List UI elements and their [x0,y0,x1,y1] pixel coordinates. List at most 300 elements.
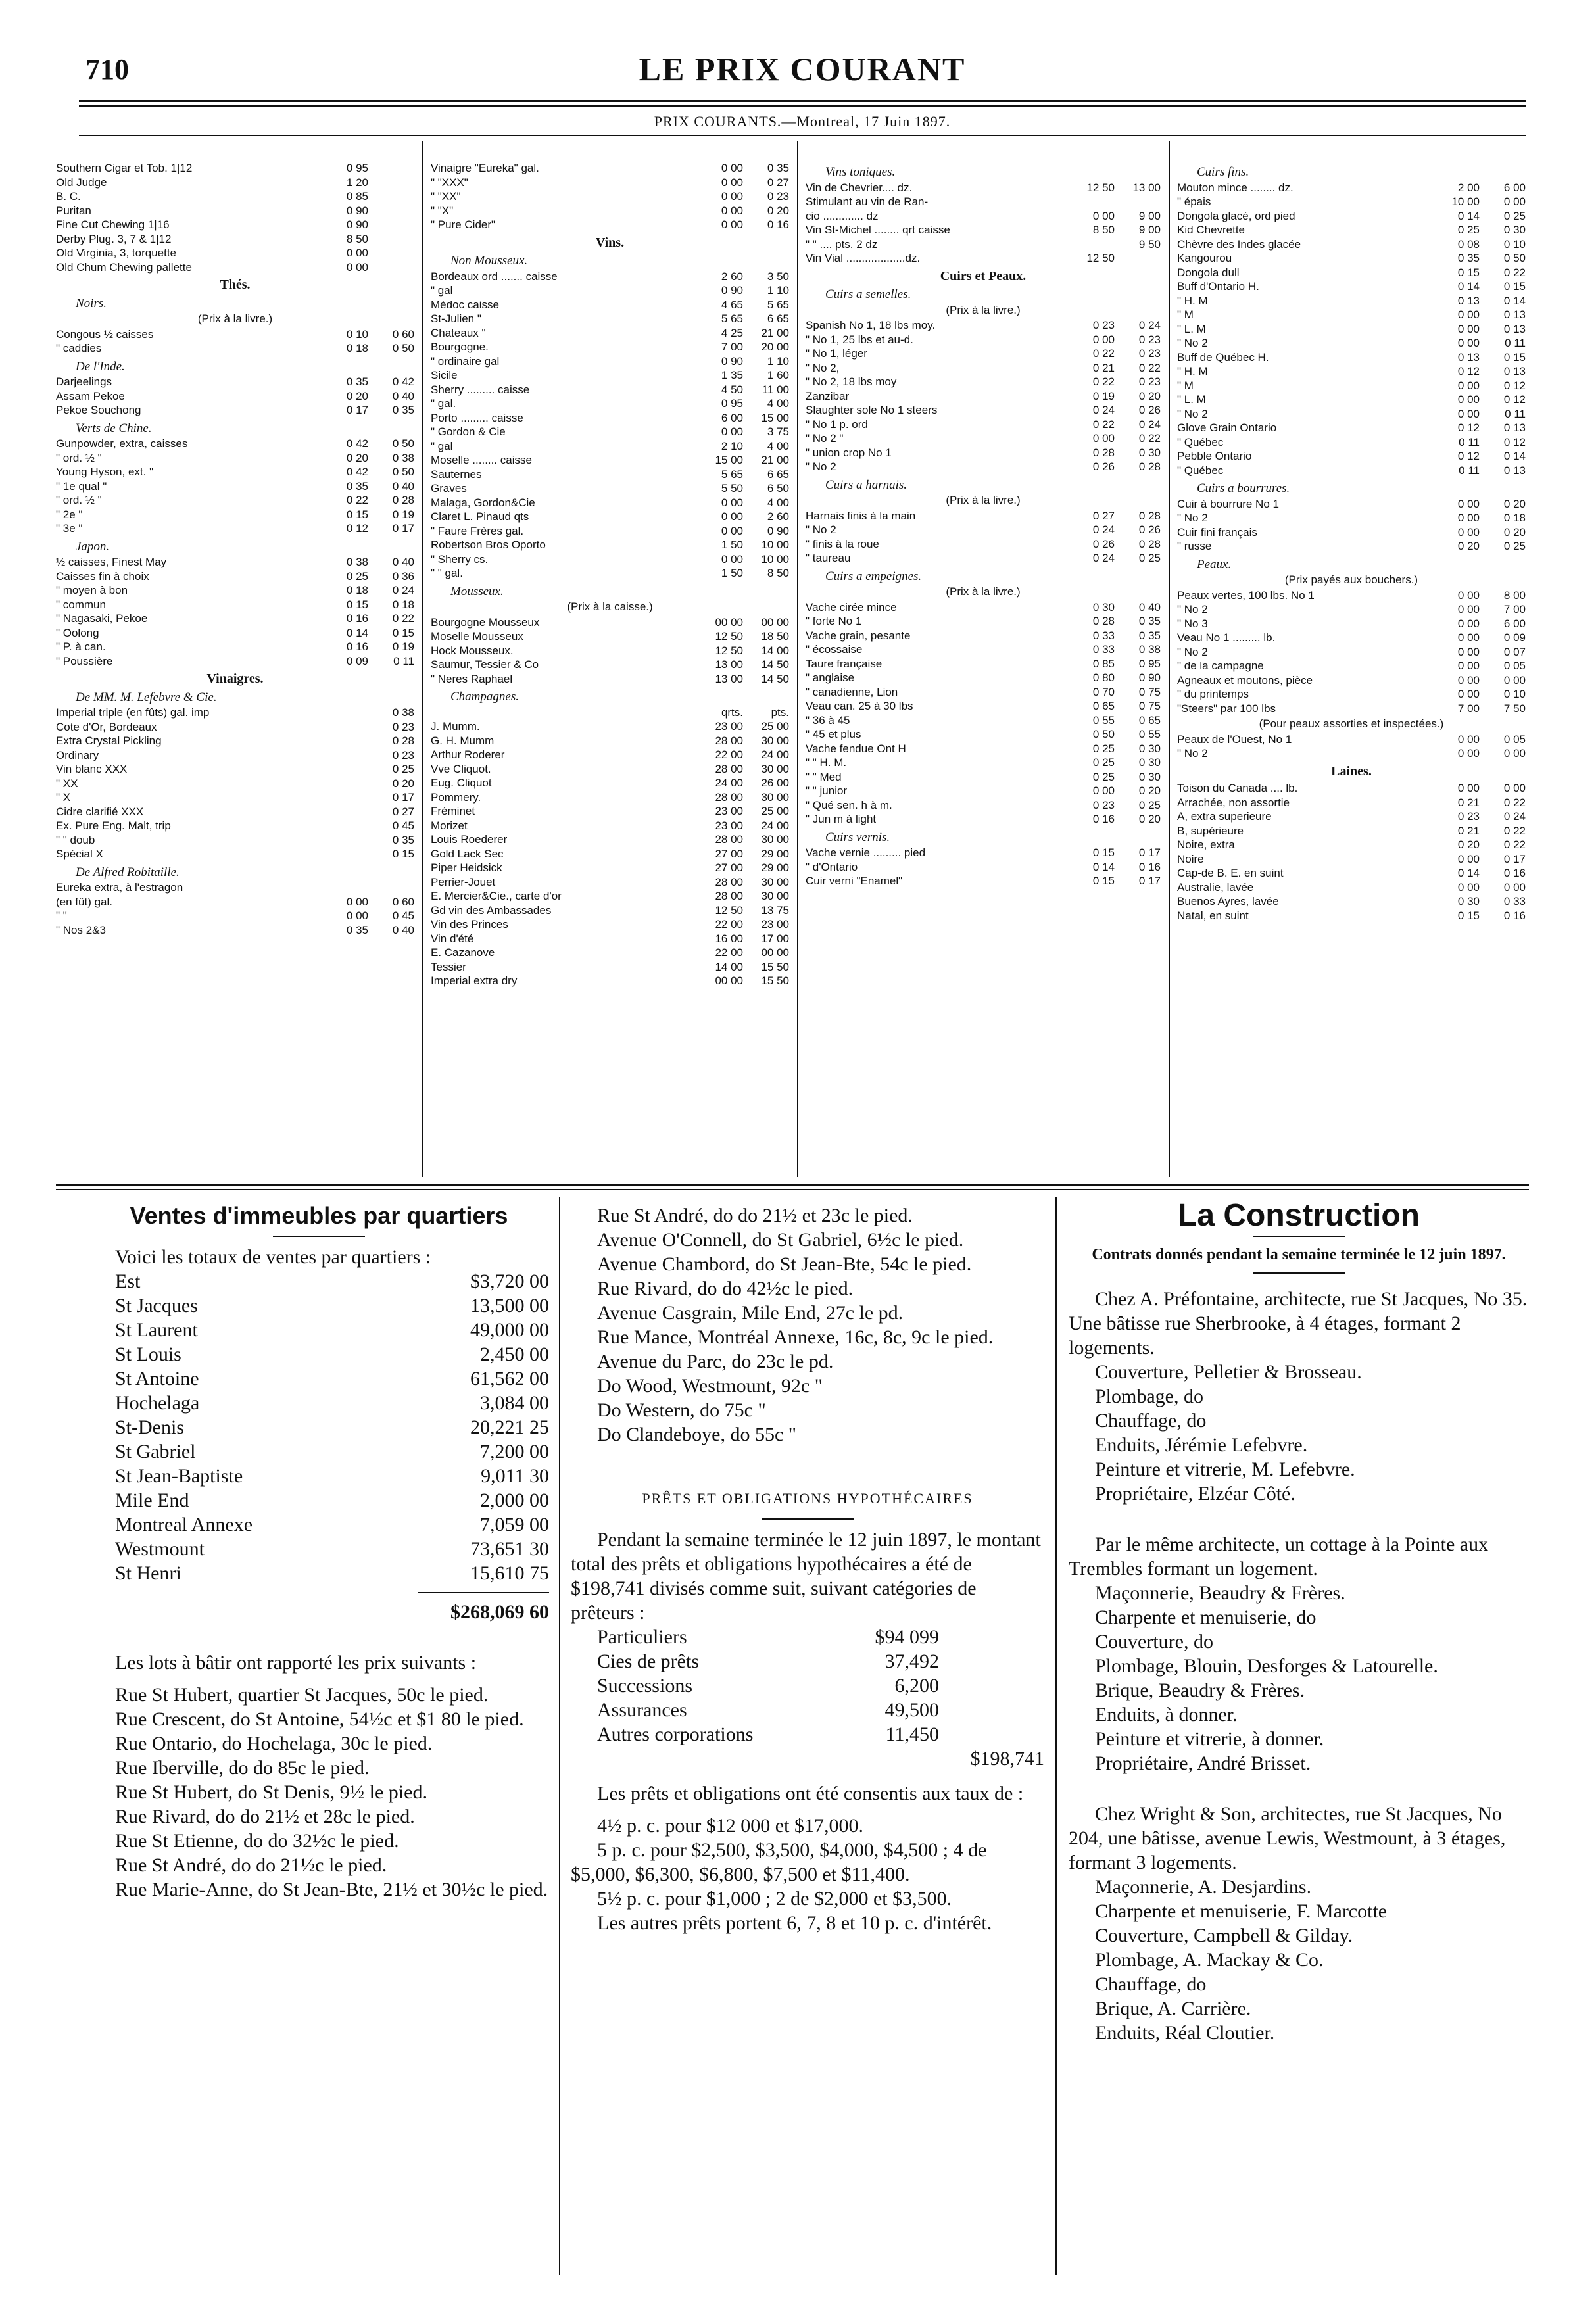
contract-line: Chauffage, do [1095,1410,1207,1432]
lender-amount: 11,450 [885,1723,939,1745]
price-row [56,204,414,218]
price-high: 0 23 [1138,347,1161,360]
quartier-total: 2,450 00 [480,1343,549,1365]
lender-amount: $94 099 [875,1626,939,1648]
price-row [1177,464,1526,478]
ventes-row [115,1537,549,1561]
price-row [56,246,414,260]
price-row [806,523,1161,537]
price-high: 0 40 [392,923,414,936]
item-label: Bourgogne Mousseux [431,615,540,629]
price-row [431,875,789,890]
price-high: 0 17 [392,522,414,535]
price-high: 0 22 [1503,838,1526,851]
price-high: 0 50 [392,466,414,478]
item-label: " "XXX" [431,176,468,189]
item-label: " Faure Frères gal. [431,524,524,537]
item-label: " XX [56,777,78,790]
item-label: Vache vernie ......... pied [806,846,926,859]
price-high: 0 45 [392,909,414,922]
price-note: (Prix à la livre.) [946,585,1021,598]
price-low: 0 90 [721,354,743,368]
price-low: 0 00 [1092,432,1115,445]
price-row [431,762,789,777]
price-row [431,946,789,960]
price-low: 0 33 [1092,629,1115,642]
item-label: Eureka extra, à l'estragon [56,881,183,894]
price-high: 0 28 [1138,460,1161,473]
price-high: 0 25 [1138,552,1161,564]
item-label: " 1e qual " [56,479,107,493]
item-label: B. C. [56,190,81,203]
item-label: Dongola dull [1177,266,1240,279]
price-high: 30 00 [761,734,789,747]
title-rule [1253,1236,1345,1237]
price-row [56,923,414,938]
price-low: 0 00 [1457,673,1480,687]
column-divider [797,141,798,1177]
price-low: 0 24 [1092,552,1115,564]
price-row [806,770,1161,784]
item-label: " " H. M. [806,756,847,769]
price-low: 0 35 [346,923,368,936]
quartier-total: 7,059 00 [480,1514,549,1535]
price-low: 0 15 [1457,266,1480,279]
price-high: 0 35 [392,833,414,846]
price-high [368,246,414,260]
item-label: " 45 et plus [806,728,861,740]
lot-entry: Avenue du Parc, do 23c le pd. [597,1351,834,1372]
price-low: 4 65 [721,298,743,311]
price-row [56,521,414,536]
price-low [322,805,368,819]
price-row [431,861,789,875]
item-label: Agneaux et moutons, pièce [1177,673,1313,687]
quartier-total: 3,084 00 [480,1392,549,1414]
price-row [1177,407,1526,422]
item-label: " No 2, [806,361,840,374]
price-row [431,176,789,190]
price-low: 0 12 [346,522,368,535]
item-label: St-Julien " [431,312,481,325]
price-low: 0 65 [1092,700,1115,712]
price-row [806,614,1161,629]
price-high: 4 00 [767,496,789,509]
price-row [431,298,789,312]
price-row [431,368,789,383]
price-low: 0 00 [721,524,743,537]
price-low: 0 55 [1092,713,1115,727]
item-label: Southern Cigar et Tob. 1|12 [56,162,193,174]
middle-column [571,1203,1044,1935]
lot-entry: Avenue Casgrain, Mile End, 27c le pd. [597,1302,904,1324]
quartier-name: St-Denis [115,1416,184,1438]
item-label: " " Med [806,770,842,783]
price-high: 26 00 [761,777,789,789]
item-label: " du printemps [1177,688,1249,700]
quartier-name: Mile End [115,1489,189,1511]
subsection-heading: Cuirs vernis. [825,830,890,844]
price-high: 0 18 [392,598,414,611]
price-low: 0 00 [721,496,743,509]
column-divider [422,141,423,1177]
subsection-heading: Champagnes. [450,690,519,704]
prets-row [597,1649,939,1674]
price-low: 0 11 [1459,435,1480,448]
lender-amount: 37,492 [884,1651,939,1672]
item-label: Cidre clarifié XXX [56,805,144,818]
item-label: Vin blanc XXX [56,763,128,775]
item-label: Kangourou [1177,252,1232,264]
price-row [1177,364,1526,379]
price-high: 0 40 [1138,600,1161,614]
price-row [806,784,1161,798]
price-high: 0 30 [1138,770,1161,783]
prets-row [597,1698,939,1722]
price-row [56,389,414,404]
item-label: " d'Ontario [806,860,858,873]
price-low [1069,195,1115,209]
price-high [368,204,414,218]
construction-column [1069,1198,1529,2045]
item-label: " No 2 " [806,432,844,445]
price-row [1177,449,1526,464]
price-low: 15 00 [715,454,743,466]
item-label: " canadienne, Lion [806,685,898,698]
item-label: " 3e " [56,522,83,535]
item-label: Tessier [431,960,466,973]
price-row [56,748,414,763]
price-low: 0 80 [1092,671,1115,684]
price-high: 0 26 [1138,523,1161,536]
price-row [806,251,1161,266]
price-low: 0 70 [1092,685,1115,698]
item-label: E. Mercier&Cie., carte d'or [431,890,562,902]
price-high: 0 00 [1503,782,1526,794]
ventes-table [89,1269,549,1585]
price-row [56,598,414,612]
price-low: 12 50 [715,904,743,917]
price-high: 0 10 [1503,237,1526,251]
price-low: 24 00 [715,777,743,789]
price-high: 0 50 [392,437,414,450]
item-label: Gold Lack Sec [431,847,504,860]
price-high: 1 10 [767,284,789,297]
construction-blocks [1069,1287,1529,2045]
price-row [1177,852,1526,867]
price-row [56,341,414,356]
item-label: " No 2 [1177,407,1208,420]
price-high: 0 11 [1505,337,1526,349]
price-row [1177,209,1526,224]
price-low: 0 15 [346,598,368,611]
price-low [322,762,368,777]
price-high: 0 15 [392,848,414,860]
price-low: 0 50 [1092,728,1115,740]
subsection-heading: Mousseux. [450,584,504,598]
price-high: 21 00 [761,326,789,339]
price-low: 0 26 [1092,537,1115,550]
price-low: 2 60 [721,270,743,283]
lot-entry: Avenue O'Connell, do St Gabriel, 6½c le pied. [597,1229,964,1251]
price-low: 1 35 [721,369,743,381]
price-row [431,326,789,341]
price-low: 0 90 [346,204,368,217]
subsection-heading: De MM. M. Lefebvre & Cie. [76,690,217,704]
price-row [56,161,414,176]
price-low: 22 00 [715,946,743,959]
item-label: Porto ......... caisse [431,411,523,424]
price-high: 0 00 [1503,880,1526,894]
item-label: " 2e " [56,508,83,521]
price-row [431,889,789,904]
price-row [806,629,1161,643]
lot-entry: Do Western, do 75c " [597,1399,766,1421]
price-low: qrts. [721,706,743,719]
title-rule [762,1518,854,1520]
item-label: " Québec [1177,435,1224,448]
price-row [1177,350,1526,365]
price-row [806,418,1161,432]
contract-line: Peinture et vitrerie, M. Lefebvre. [1095,1458,1355,1480]
price-row [806,333,1161,347]
price-low: 7 00 [721,341,743,353]
item-label: Malaga, Gordon&Cie [431,496,535,509]
price-row [431,917,789,932]
price-low: 0 21 [1457,796,1480,809]
lot-entry: Rue St André, do do 21½c le pied. [115,1854,387,1876]
price-low: 00 00 [715,615,743,629]
price-low: 28 00 [715,833,743,846]
price-low: 23 00 [715,805,743,817]
price-row [431,719,789,734]
item-label: Chèvre des Indes glacée [1177,237,1301,251]
price-low: 0 15 [346,508,368,521]
price-row [56,508,414,522]
item-label: Louis Roederer [431,833,508,846]
price-high: 0 15 [1503,280,1526,293]
price-high: 0 14 [1503,294,1526,307]
item-label: G. H. Mumm [431,734,495,747]
item-label: Young Hyson, ext. " [56,466,154,478]
ventes-row [115,1391,549,1415]
price-high: 9 00 [1138,209,1161,222]
price-low: 0 00 [1457,617,1480,630]
price-low: 0 85 [1092,657,1115,670]
price-low: 0 12 [1457,450,1480,462]
price-low: 4 50 [721,383,743,396]
price-low: 0 11 [1459,464,1480,477]
price-low: 0 85 [346,190,368,203]
price-high: 4 00 [767,397,789,410]
price-high: 0 13 [1503,322,1526,335]
price-low: 0 00 [721,176,743,189]
price-low [322,847,368,861]
item-label: Buff de Québec H. [1177,350,1269,364]
column-divider [559,1197,560,2275]
subsection-heading: Cuirs a empeignes. [825,569,922,583]
item-label: " taureau [806,552,851,564]
price-low: 0 20 [346,451,368,464]
section-rule [56,1184,1529,1186]
price-low: 28 00 [715,790,743,804]
price-row [1177,237,1526,252]
item-label: Dongola glacé, ord pied [1177,209,1295,222]
price-high: 0 23 [1138,375,1161,388]
quartier-total: 13,500 00 [470,1295,549,1316]
price-low: 0 00 [1457,497,1480,510]
price-high: 24 00 [761,819,789,832]
contract-line: Enduits, Réal Cloutier. [1095,2022,1275,2044]
price-high: 0 30 [1138,742,1161,755]
price-high: 0 24 [1138,319,1161,331]
price-row [56,706,414,720]
price-high: 0 24 [1138,418,1161,431]
price-high: 0 12 [1503,435,1526,448]
price-note: (Prix à la caisse.) [567,600,653,613]
item-label: " ord. ½ " [56,451,102,464]
item-label: " " gal. [431,567,463,579]
price-low [322,819,368,833]
price-row [1177,866,1526,880]
quartier-name: Montreal Annexe [115,1514,253,1535]
price-high: 0 05 [1503,733,1526,746]
price-high: 0 12 [1503,393,1526,406]
item-label: Moselle Mousseux [431,630,523,642]
price-row [431,672,789,687]
price-row [1177,195,1526,209]
price-row [56,847,414,861]
price-high: 0 24 [1503,810,1526,823]
price-low: 0 95 [346,162,368,174]
header-rule [79,100,1526,102]
item-label: Glove Grain Ontario [1177,422,1277,434]
price-row [806,361,1161,375]
price-row [1177,909,1526,923]
item-label: Toison du Canada .... lb. [1177,782,1298,794]
price-high: 20 00 [761,341,789,353]
price-row [1177,421,1526,435]
ventes-row [115,1342,549,1366]
item-label: Perrier-Jouet [431,875,496,888]
lender-category: Autres corporations [597,1723,754,1745]
price-high: 23 00 [761,918,789,930]
price-low [322,880,368,895]
price-note: (Prix à la livre.) [197,312,273,325]
price-low [1069,237,1115,252]
item-label: " moyen à bon [56,584,128,596]
item-label: " Nos 2&3 [56,923,106,936]
price-low: 0 14 [1457,867,1480,879]
price-row [1177,781,1526,796]
price-low: 0 12 [1457,365,1480,377]
quartier-total: 2,000 00 [480,1489,549,1511]
price-low [322,748,368,763]
price-high: 30 00 [761,833,789,846]
quartier-name: St Louis [115,1343,181,1365]
quartier-total: 7,200 00 [480,1441,549,1462]
item-label: " No 1 p. ord [806,418,868,431]
price-row [56,819,414,833]
item-label: Vache cirée mince [806,600,897,614]
price-row [431,629,789,644]
price-low: 13 00 [715,658,743,671]
price-high [368,260,414,275]
price-high: 30 00 [761,762,789,775]
price-low: 0 14 [346,626,368,639]
price-high: 10 00 [761,539,789,551]
price-low: 0 25 [1457,224,1480,236]
item-label: Fréminet [431,805,475,817]
price-row [806,671,1161,685]
price-row [806,727,1161,742]
price-high: 0 16 [1503,909,1526,922]
price-low: 0 00 [721,218,743,231]
item-label: Darjeelings [56,375,112,388]
price-row [1177,511,1526,525]
contract-intro: Chez Wright & Son, architectes, rue St Jacques, No 204, une bâtisse, avenue Lewis, Westmount, à 3 étages, formant 3 logements. [1069,1803,1506,1873]
item-label: A, extra superieure [1177,810,1272,823]
item-label: " H. M [1177,294,1208,307]
price-low: 0 00 [1457,393,1480,406]
taux-list [571,1814,1044,1935]
price-low: 12 50 [1086,252,1115,264]
item-label: Gd vin des Ambassades [431,904,552,917]
price-row [1177,687,1526,702]
price-low: 0 00 [1457,782,1480,794]
price-row [431,658,789,672]
price-low: 0 14 [1457,209,1480,222]
item-label: Congous ½ caisses [56,327,154,341]
price-row [431,312,789,326]
lot-entry: Rue Marie-Anne, do St Jean-Bte, 21½ et 30½c le pied. [115,1879,548,1900]
item-label: B, supérieure [1177,824,1244,837]
item-label: Imperial triple (en fûts) gal. imp [56,706,210,719]
price-note: (Pour peaux assorties et inspectées.) [1259,717,1444,730]
price-row [806,509,1161,523]
price-high: 14 00 [761,644,789,657]
price-row [806,537,1161,552]
quartier-name: St Jean-Baptiste [115,1465,243,1487]
price-low: 0 28 [1092,446,1115,459]
price-row [1177,393,1526,407]
lender-category: Assurances [597,1699,687,1721]
price-row [806,431,1161,446]
price-high: 0 22 [1503,796,1526,809]
ventes-row [115,1512,549,1537]
price-high: 6 00 [1503,181,1526,194]
price-low: 1 50 [721,567,743,579]
price-high: 6 65 [767,468,789,481]
price-high: 0 55 [1138,728,1161,740]
price-low: 0 30 [1457,895,1480,907]
item-label: " L. M [1177,393,1206,406]
price-row [806,195,1161,209]
price-low: 0 14 [1457,280,1480,293]
ventes-row [115,1293,549,1318]
item-label: " épais [1177,195,1211,208]
price-low: 7 00 [1457,702,1480,715]
price-high: 0 07 [1503,645,1526,658]
price-low: 0 00 [721,510,743,523]
middle-lots-list [571,1203,1044,1447]
price-high: 2 60 [767,510,789,523]
item-label: " Oolong [56,626,99,639]
price-row [431,453,789,468]
price-high: 0 40 [392,556,414,568]
section-heading: Thés. [220,277,251,292]
price-high: 0 60 [392,895,414,908]
